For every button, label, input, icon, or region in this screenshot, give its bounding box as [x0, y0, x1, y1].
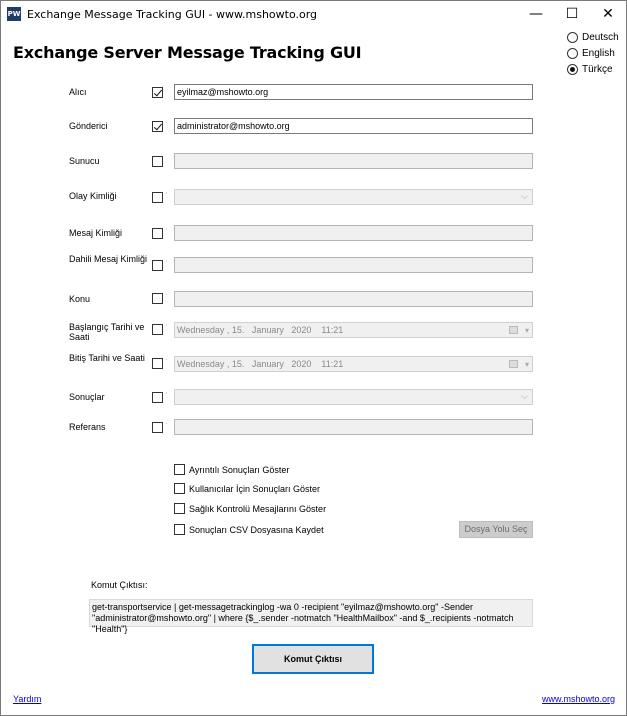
message-id-label: Mesaj Kimliği [69, 228, 123, 238]
radio-deutsch[interactable] [567, 32, 578, 43]
server-checkbox[interactable] [152, 156, 163, 167]
option-health-messages[interactable] [174, 503, 326, 514]
option-checkbox[interactable] [174, 483, 185, 494]
maximize-button[interactable]: ☐ [565, 6, 579, 22]
option-checkbox[interactable] [174, 524, 185, 535]
calendar-icon[interactable] [509, 360, 518, 368]
end-date-checkbox[interactable] [152, 358, 163, 369]
internal-message-id-checkbox[interactable] [152, 260, 163, 271]
option-label: Sağlık Kontrolü Mesajlarını Göster [189, 503, 327, 514]
command-output-box[interactable]: get-transportservice | get-messagetrackinglog -wa 0 -recipient "eyilmaz@mshowto.org" -Sender "administrator@mshowto.org" | where {$_.sender -notmatch "HealthMailbox" -and $_.recipients -notmatch "Health"} [89, 599, 533, 627]
option-user-results[interactable] [174, 483, 320, 494]
event-id-checkbox[interactable] [152, 192, 163, 203]
option-label: Sonuçları CSV Dosyasına Kaydet [189, 524, 324, 535]
start-date-label: Başlangıç Tarihi ve Saati [69, 322, 145, 342]
language-label: Deutsch [582, 32, 619, 43]
internal-message-id-input[interactable] [174, 257, 533, 273]
start-date-value: Wednesday , 15. January 2020 11:21 [177, 325, 344, 335]
sender-input[interactable]: administrator@mshowto.org [174, 118, 533, 134]
language-label: Türkçe [582, 64, 613, 75]
recipient-input[interactable]: eyilmaz@mshowto.org [174, 84, 533, 100]
server-label: Sunucu [69, 156, 100, 166]
message-id-checkbox[interactable] [152, 228, 163, 239]
reference-label: Referans [69, 422, 106, 432]
server-input[interactable] [174, 153, 533, 169]
language-label: English [582, 48, 615, 59]
radio-turkce[interactable] [567, 64, 578, 75]
subject-label: Konu [69, 294, 91, 304]
run-command-button[interactable]: Komut Çıktısı [252, 644, 374, 674]
tick-mark: ˈ [165, 229, 168, 236]
minimize-button[interactable]: — [529, 6, 543, 22]
website-link[interactable]: www.mshowto.org [542, 694, 616, 704]
language-option-deutsch[interactable] [567, 32, 619, 43]
recipient-label: Alıcı [69, 87, 87, 97]
event-id-dropdown[interactable] [174, 189, 533, 205]
option-label: Ayrıntılı Sonuçları Göster [189, 464, 290, 475]
tick-mark: ˈ [165, 423, 168, 430]
radio-english[interactable] [567, 48, 578, 59]
message-id-input[interactable] [174, 225, 533, 241]
internal-message-id-label: Dahili Mesaj Kimliği [69, 254, 148, 264]
calendar-icon[interactable] [509, 326, 518, 334]
sender-checkbox[interactable] [152, 121, 163, 132]
chevron-down-icon: ⌵ [521, 391, 528, 401]
results-dropdown[interactable] [174, 389, 533, 405]
tick-mark: ˈ [165, 359, 168, 366]
results-label: Sonuçlar [69, 392, 105, 402]
start-date-picker[interactable] [174, 322, 533, 338]
title-bar [1, 1, 626, 27]
option-checkbox[interactable] [174, 464, 185, 475]
subject-checkbox[interactable] [152, 293, 163, 304]
reference-checkbox[interactable] [152, 422, 163, 433]
option-label: Kullanıcılar İçin Sonuçları Göster [189, 483, 321, 494]
close-button[interactable]: ✕ [602, 6, 614, 22]
window-title: Exchange Message Tracking GUI - www.mshowto.org [27, 8, 318, 21]
help-link[interactable]: Yardım [13, 694, 42, 704]
end-date-picker[interactable] [174, 356, 533, 372]
language-option-turkce[interactable] [567, 64, 613, 75]
tick-mark: ˈ [165, 261, 168, 268]
language-option-english[interactable] [567, 48, 615, 59]
choose-path-button[interactable]: Dosya Yolu Seç [459, 521, 533, 538]
app-icon: PW [7, 7, 21, 21]
tick-mark: ˈ [165, 393, 168, 400]
tick-mark: ˈ [165, 325, 168, 332]
option-checkbox[interactable] [174, 503, 185, 514]
recipient-checkbox[interactable] [152, 87, 163, 98]
chevron-down-icon[interactable]: ▾ [524, 360, 529, 369]
option-detailed-results[interactable] [174, 464, 289, 475]
option-save-csv[interactable] [174, 524, 324, 535]
start-date-checkbox[interactable] [152, 324, 163, 335]
end-date-value: Wednesday , 15. January 2020 11:21 [177, 359, 344, 369]
command-output-label: Komut Çıktısı: [91, 580, 148, 590]
end-date-label: Bitiş Tarihi ve Saati [69, 353, 145, 363]
reference-input[interactable] [174, 419, 533, 435]
tick-mark: ˈ [165, 294, 168, 301]
sender-label: Gönderici [69, 121, 108, 131]
page-title: Exchange Server Message Tracking GUI [13, 43, 362, 62]
results-checkbox[interactable] [152, 392, 163, 403]
chevron-down-icon[interactable]: ▾ [524, 326, 529, 335]
event-id-label: Olay Kimliği [69, 191, 117, 201]
subject-input[interactable] [174, 291, 533, 307]
chevron-down-icon: ⌵ [521, 191, 528, 201]
tick-mark: ˈ [165, 122, 168, 129]
tick-mark: ˈ [165, 193, 168, 200]
